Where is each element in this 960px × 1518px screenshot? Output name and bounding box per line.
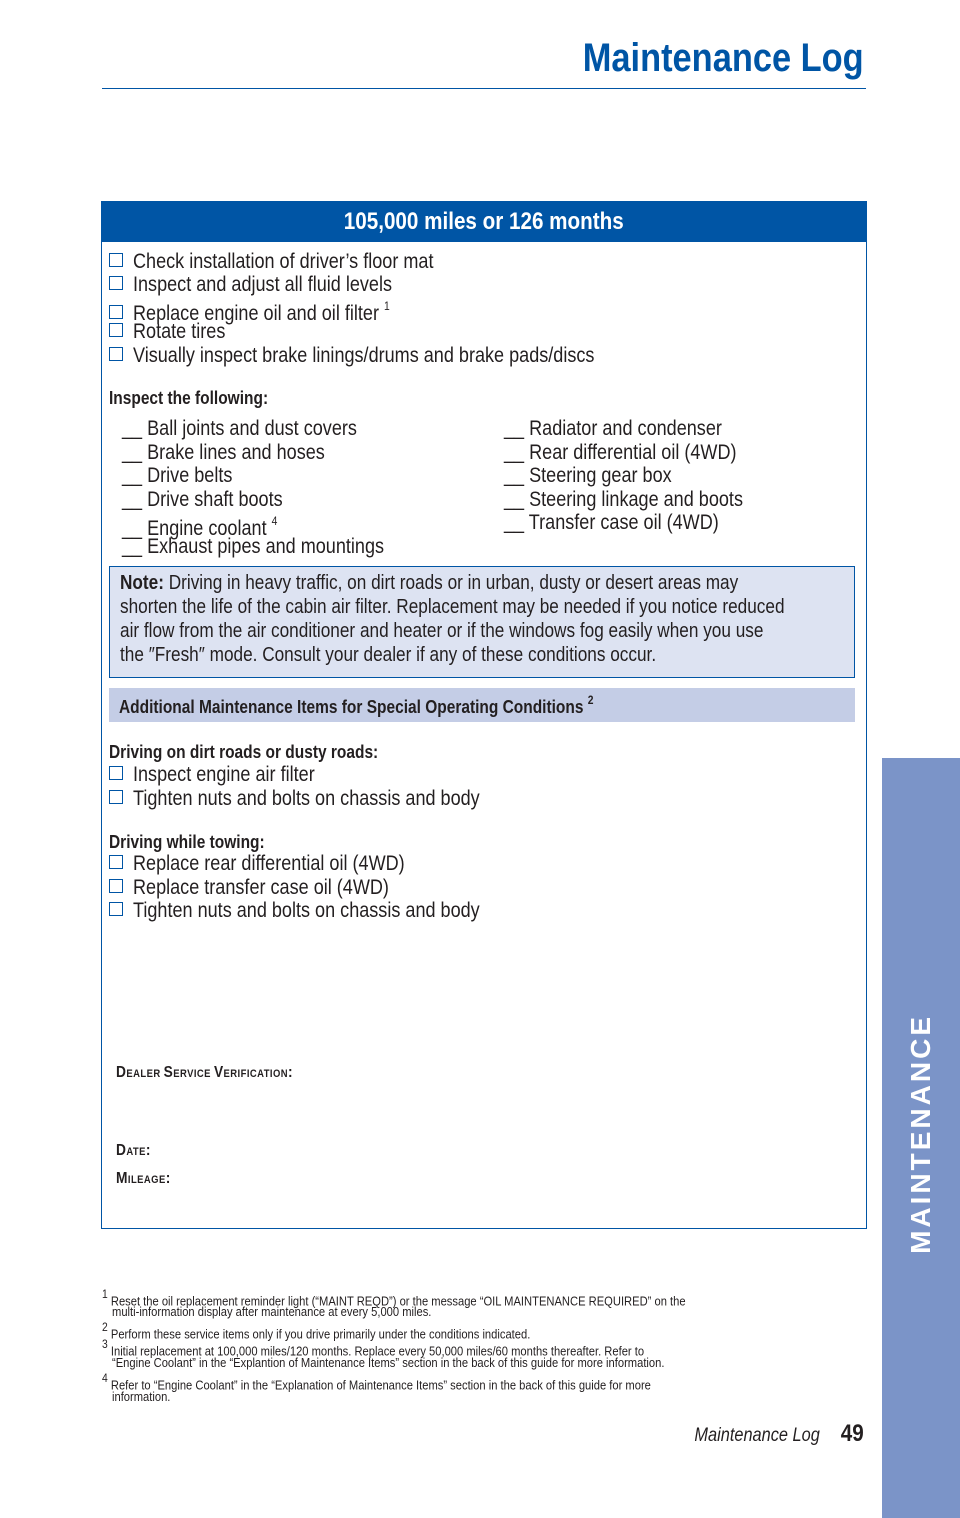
title-rule (102, 88, 866, 89)
section-side-label: MAINTENANCE (905, 1014, 936, 1254)
footnote: “Engine Coolant” in the “Explantion of Maintenance Items” section in the back of this guide for more information. (112, 1355, 665, 1370)
towing-heading: Driving while towing: (109, 832, 265, 852)
checkbox[interactable] (109, 276, 123, 290)
note-label: Note: (120, 572, 164, 594)
date-label: DATE: (116, 1142, 151, 1159)
checkbox[interactable] (109, 902, 123, 916)
note-line: air flow from the air conditioner and heater or if the windows fog easily when you use (120, 620, 764, 642)
checkbox[interactable] (109, 347, 123, 361)
checklist-item: Check installation of driver’s floor mat (109, 250, 482, 274)
service-panel (101, 201, 867, 1229)
checklist-item: Visually inspect brake linings/drums and brake pads/discs (109, 344, 670, 368)
dirt-roads-heading: Driving on dirt roads or dusty roads: (109, 742, 379, 762)
checklist-item: Inspect engine air filter (109, 763, 344, 787)
inspect-item: __ Rear differential oil (4WD) (504, 441, 737, 464)
footnote: 3 Initial replacement at 100,000 miles/120 months. Replace every 50,000 miles/60 months thereafter. Refer to (102, 1337, 645, 1359)
checkbox[interactable] (109, 323, 123, 337)
checkbox[interactable] (109, 879, 123, 893)
panel-header: 105,000 miles or 126 months (102, 202, 866, 242)
checklist-item: Replace transfer case oil (4WD) (109, 876, 431, 900)
note-line: Note: Driving in heavy traffic, on dirt roads or in urban, dusty or desert areas may (120, 572, 739, 594)
additional-items-title: Additional Maintenance Items for Special Operating Conditions $^2$ (119, 693, 594, 717)
page-title: Maintenance Log (583, 36, 864, 80)
checklist-item: Tighten nuts and bolts on chassis and body (109, 899, 536, 923)
inspect-item: __ Transfer case oil (4WD) (504, 511, 719, 534)
note-box (109, 566, 855, 678)
inspect-item: __ Drive shaft boots (122, 488, 283, 511)
checkbox[interactable] (109, 790, 123, 804)
inspect-item: __ Drive belts (122, 464, 233, 487)
footnote-ref: 1 (383, 299, 390, 313)
checkbox[interactable] (109, 766, 123, 780)
inspect-item: __ Ball joints and dust covers (122, 417, 357, 440)
footnote: information. (112, 1389, 171, 1404)
footnote: multi-information display after maintenance at every 5,000 miles. (112, 1304, 432, 1319)
inspect-item: __ Steering gear box (504, 464, 672, 487)
inspect-item: __ Steering linkage and boots (504, 488, 743, 511)
footnote-ref: 4 (271, 514, 278, 528)
dealer-verification-label: DEALER SERVICE VERIFICATION: (116, 1064, 294, 1081)
footnote-ref: 2 (587, 693, 594, 707)
checklist-item: Tighten nuts and bolts on chassis and body (109, 787, 536, 811)
footer-section-name: Maintenance Log (694, 1425, 820, 1446)
checkbox[interactable] (109, 253, 123, 267)
inspect-heading: Inspect the following: (109, 388, 269, 408)
inspect-item: __ Brake lines and hoses (122, 441, 325, 464)
page-number: 49 (841, 1420, 864, 1447)
checkbox[interactable] (109, 305, 123, 319)
note-line: the ″Fresh″ mode. Consult your dealer if any of these conditions occur. (120, 644, 657, 666)
inspect-item: __ Engine coolant $^4$ (122, 514, 278, 540)
checklist-item: Replace rear differential oil (4WD) (109, 852, 449, 876)
mileage-label: MILEAGE: (116, 1170, 171, 1187)
checklist-item: Rotate tires (109, 320, 240, 344)
section-side-tab (882, 758, 960, 1518)
checklist-item: Inspect and adjust all fluid levels (109, 273, 434, 297)
footnote: 1 Reset the oil replacement reminder light (“MAINT REQD”) or the message “OIL MAINTENANCE REQUIRED” on the (102, 1287, 686, 1309)
additional-items-banner (109, 688, 855, 722)
footnote: 2 Perform these service items only if you drive primarily under the conditions indicated. (102, 1320, 531, 1342)
note-line: shorten the life of the cabin air filter. Replacement may be needed if you notice reduced (120, 596, 785, 618)
inspect-item: __ Radiator and condenser (504, 417, 722, 440)
inspect-item: __ Exhaust pipes and mountings (122, 535, 385, 558)
checklist-item: Replace engine oil and oil filter $^1$ (109, 296, 432, 320)
footnote: 4 Refer to “Engine Coolant” in the “Explanation of Maintenance Items” section in the back of this guide for more (102, 1371, 651, 1393)
checkbox[interactable] (109, 855, 123, 869)
